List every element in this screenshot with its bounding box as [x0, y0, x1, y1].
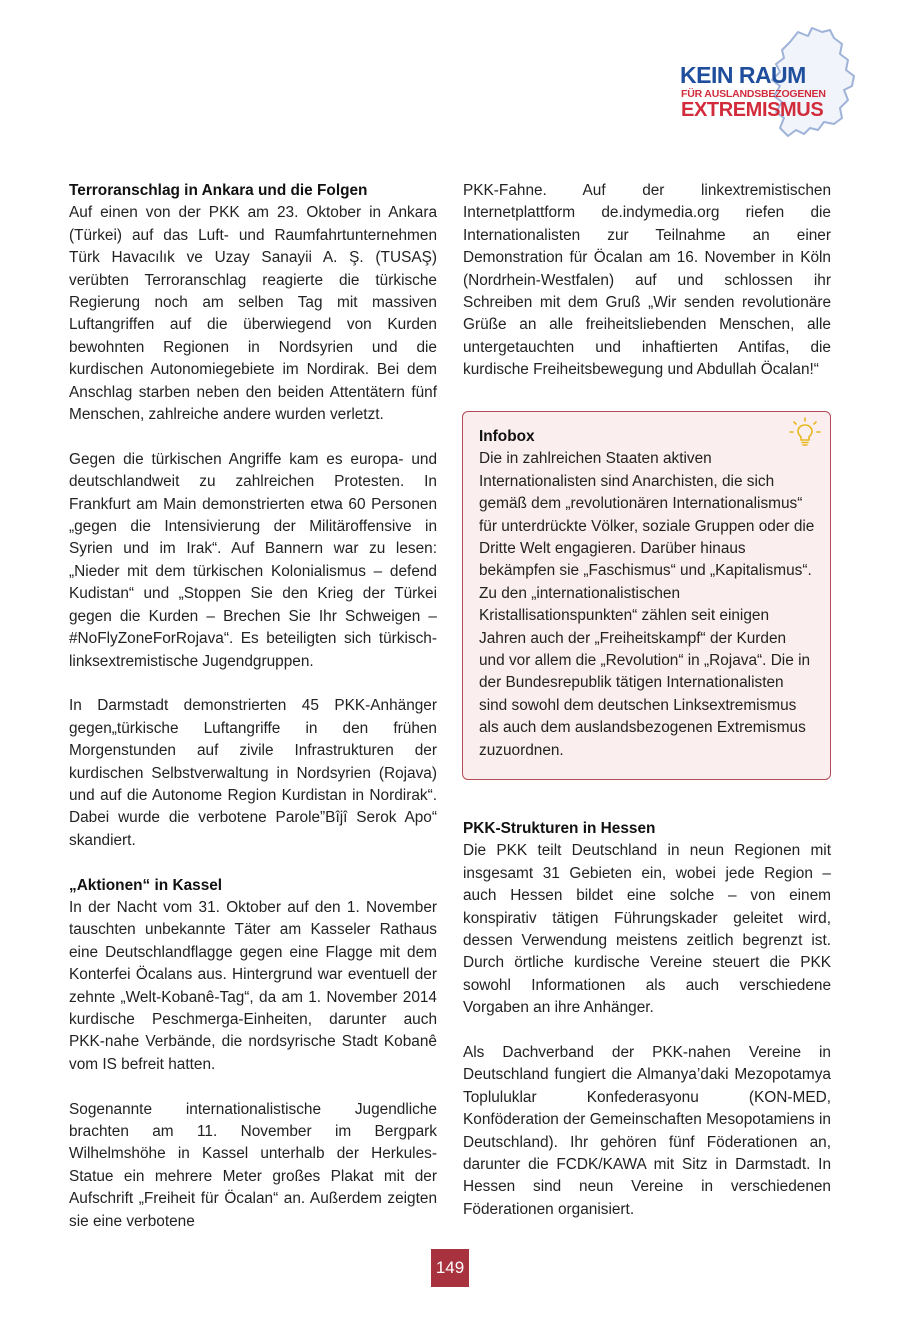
heading-pkk: PKK-Strukturen in Hessen — [463, 820, 656, 837]
logo-title: KEIN RAUM — [680, 62, 806, 88]
lightbulb-icon — [788, 416, 822, 450]
infobox-title: Infobox — [479, 428, 535, 445]
left-column — [69, 180, 437, 1233]
paragraph: PKK-Fahne. Auf der linkextremistischen Internetplattform de.indymedia.org riefen die Internationalisten zur Teilnahme an einer Demonstration für Öcalan am 16. November in Köln (Nordrhein-Westfalen) auf und schlossen ihr Schreiben mit dem Gruß „Wir senden revolutionäre Grüße an alle freiheitsliebenden Menschen, alle untergetauchten und inhaftierten Antifas, die kurdische Freiheitsbewegung und Abdullah Öcalan!“ — [463, 182, 831, 379]
right-column — [463, 180, 831, 382]
paragraph: Die PKK teilt Deutschland in neun Regionen mit insgesamt 31 Gebieten ein, wobei jede Region – auch Hessen bildet eine solche – von einem konspirativ tätigen Führungskader geleitet wird, dessen Verwendung meistens zeitlich begrenzt ist. Durch örtliche kurdische Vereine steuert die PKK sowohl Informationen als auch verschiedene Vorgaben an ihre Anhänger. — [463, 842, 831, 1017]
pkk-section — [463, 818, 831, 1221]
paragraph: Auf einen von der PKK am 23. Oktober in Ankara (Türkei) auf das Luft- und Raumfahrtunternehmen Türk Havacılık ve Uzay Sanayii A. Ş. (TUSAŞ) verübten Terroranschlag reagierte die türkische Regierung noch am selben Tag mit massiven Luftangriffen auf die überwiegend von Kurden bewohnten Regionen in Nordsyrien und die kurdischen Autonomiegebiete im Nordirak. Bei dem Anschlag starben neben den beiden Attentätern fünf Menschen, zahlreiche andere wurden verletzt. — [69, 204, 437, 424]
heading-ankara: Terroranschlag in Ankara und die Folgen — [69, 182, 368, 199]
paragraph: Sogenannte internationalistische Jugendliche brachten am 11. November im Bergpark Wilhelmshöhe in Kassel unterhalb der Herkules-Statue ein mehrere Meter großes Plakat mit der Aufschrift „Freiheit für Öcalan“ an. Außerdem zeigten sie eine verbotene — [69, 1100, 437, 1230]
paragraph: Gegen die türkischen Angriffe kam es europa- und deutschlandweit zu zahlreichen Protesten. In Frankfurt am Main demonstrierten etwa 60 Personen „gegen die Intensivierung der Militäroffensive in Syrien und im Irak“. Auf Bannern war zu lesen: „Nieder mit dem türkischen Kolonialismus – defend Kudistan“ und „Stoppen Sie den Krieg der Türkei gegen die Kurden – Brechen Sie Ihr Schweigen – #NoFlyZoneForRojava“. Es beteiligten sich türkisch-linksextremistische Jugendgruppen. — [69, 450, 437, 670]
paragraph: Als Dachverband der PKK-nahen Vereine in Deutschland fungiert die Almanya’daki Mezopotamya Topluluklar Konfederasyonu (KON-MED, Konföderation der Gemeinschaften Mesopotamiens in Deutschland). Ihr gehören fünf Föderationen an, darunter die FCDK/KAWA mit Sitz in Darmstadt. In Hessen sind neun Vereine in verschiedenen Föderationen organisiert. — [463, 1044, 831, 1218]
logo — [672, 24, 872, 144]
heading-kassel: „Aktionen“ in Kassel — [69, 876, 223, 894]
page-number: 149 — [431, 1249, 469, 1287]
paragraph: In Darmstadt demonstrierten 45 PKK-Anhänger gegen„türkische Luftangriffe in den frühen Morgenstunden auf zivile Infrastrukturen der kurdischen Selbstverwaltung in Nordsyrien (Rojava) und auf die Autonome Region Kurdistan in Nordirak“. Dabei wurde die verbotene Parole”Bîjî Serok Apo“ skandiert. — [69, 697, 437, 849]
logo-extremismus: EXTREMISMUS — [681, 99, 824, 121]
paragraph: In der Nacht vom 31. Oktober auf den 1. November tauschten unbekannte Täter am Kasseler Rathaus eine Deutschlandflagge gegen eine Flagge mit dem Konterfei Öcalans aus. Hintergrund war eventuell der zehnte „Welt-Kobanê-Tag“, da am 1. November 2014 kurdische Peschmerga-Einheiten, darunter auch PKK-nahe Verbände, die nordsyrische Stadt Kobanê vom IS befreit hatten. — [69, 898, 437, 1073]
infobox — [462, 411, 831, 780]
logo-subtitle: FÜR AUSLANDSBEZOGENEN — [681, 88, 826, 100]
infobox-text: Die in zahlreichen Staaten aktiven Internationalisten sind Anarchisten, die sich gemäß dem „revolutionären Internationalismus“ für unterdrückte Völker, soziale Gruppen oder die Dritte Welt engagieren. Darüber hinaus bekämpfen sie „Faschismus“ und „Kapitalismus“. Zu den „internationalistischen Kristallisationspunkten“ zählen seit einigen Jahren auch der „Freiheitskampf“ der Kurden und vor allem die „Revolution“ in „Rojava“. Die in der Bundesrepublik tätigen Internationalisten sind sowohl dem deutschen Linksextremismus als auch dem auslandsbezogenen Extremismus zuzuordnen. — [479, 450, 815, 759]
